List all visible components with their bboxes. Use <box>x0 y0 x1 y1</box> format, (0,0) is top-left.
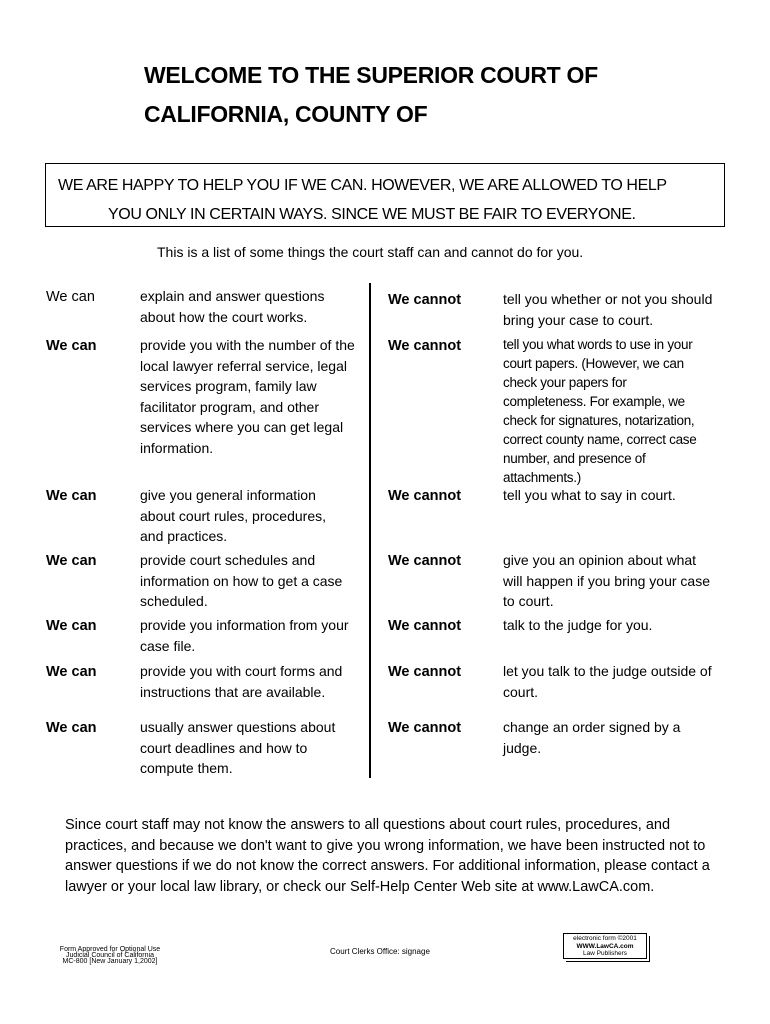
cannot-label: We cannot <box>388 618 462 634</box>
can-label: We can <box>46 289 95 305</box>
form-approval-line-3: MC-800 [New January 1,2002] <box>62 958 158 965</box>
title-line-1: WELCOME TO THE SUPERIOR COURT OF <box>144 62 598 88</box>
publisher-box <box>563 933 647 959</box>
can-label: We can <box>46 553 97 569</box>
form-approval-line-2: Judicial Council of California <box>66 952 154 959</box>
cannot-label: We cannot <box>388 292 462 308</box>
cannot-label: We cannot <box>388 664 462 680</box>
can-text: provide you with court forms and instructions that are available. <box>140 663 343 700</box>
form-approval-note <box>55 947 165 965</box>
publisher-line-2: WWW.LawCA.com <box>576 942 634 950</box>
cannot-label: We cannot <box>388 338 462 354</box>
cannot-text: talk to the judge for you. <box>503 617 653 633</box>
can-label: We can <box>46 618 97 634</box>
title-line-2: CALIFORNIA, COUNTY OF <box>144 101 428 127</box>
can-text: provide you with the number of the local lawyer referral service, legal services program, family law facilitator program, and other services where you can get legal information. <box>140 337 355 456</box>
can-text: provide court schedules and information on how to get a case scheduled. <box>140 552 343 609</box>
closing-paragraph: Since court staff may not know the answers to all questions about court rules, procedures, and practices, and because we don't want to give you wrong information, we have been instructed not to answer questions if we do not know the correct answers. For additional information, please contact a lawyer or your local law library, or check our Self-Help Center Web site at www.LawCA.com. <box>65 817 710 895</box>
can-text: give you general information about court rules, procedures, and practices. <box>140 487 326 544</box>
can-text: explain and answer questions about how the court works. <box>140 288 325 325</box>
can-label: We can <box>46 488 97 504</box>
page-title <box>144 56 704 134</box>
cannot-label: We cannot <box>388 720 462 736</box>
footer-center-label: Court Clerks Office: signage <box>330 947 430 956</box>
cannot-text: give you an opinion about what will happen if you bring your case to court. <box>503 552 711 609</box>
cannot-text: change an order signed by a judge. <box>503 719 681 756</box>
cannot-label: We cannot <box>388 553 462 569</box>
can-text: usually answer questions about court deadlines and how to compute them. <box>140 719 336 776</box>
cannot-label: We cannot <box>388 488 462 504</box>
cannot-text: tell you whether or not you should bring your case to court. <box>503 291 713 328</box>
banner-line-1: WE ARE HAPPY TO HELP YOU IF WE CAN. HOWEVER, WE ARE ALLOWED TO HELP <box>58 177 667 194</box>
cannot-text: tell you what to say in court. <box>503 487 676 503</box>
publisher-line-1: electronic form ©2001 <box>573 935 637 942</box>
column-divider <box>369 283 371 778</box>
form-approval-line-1: Form Approved for Optional Use <box>59 946 161 953</box>
can-label: We can <box>46 664 97 680</box>
intro-text: This is a list of some things the court staff can and cannot do for you. <box>157 244 584 260</box>
publisher-line-3: Law Publishers <box>582 950 628 957</box>
cannot-text: let you talk to the judge outside of court. <box>503 663 712 700</box>
cannot-text: tell you what words to use in your court papers. (However, we can check your papers for completeness. For example, we check for signatures, notarization, correct county name, correct case number, and presence of attachments.) <box>503 337 697 485</box>
can-text: provide you information from your case file. <box>140 617 349 654</box>
notice-banner <box>45 163 725 227</box>
can-label: We can <box>46 338 97 354</box>
can-label: We can <box>46 720 97 736</box>
banner-line-2: YOU ONLY IN CERTAIN WAYS. SINCE WE MUST BE FAIR TO EVERYONE. <box>108 206 636 223</box>
